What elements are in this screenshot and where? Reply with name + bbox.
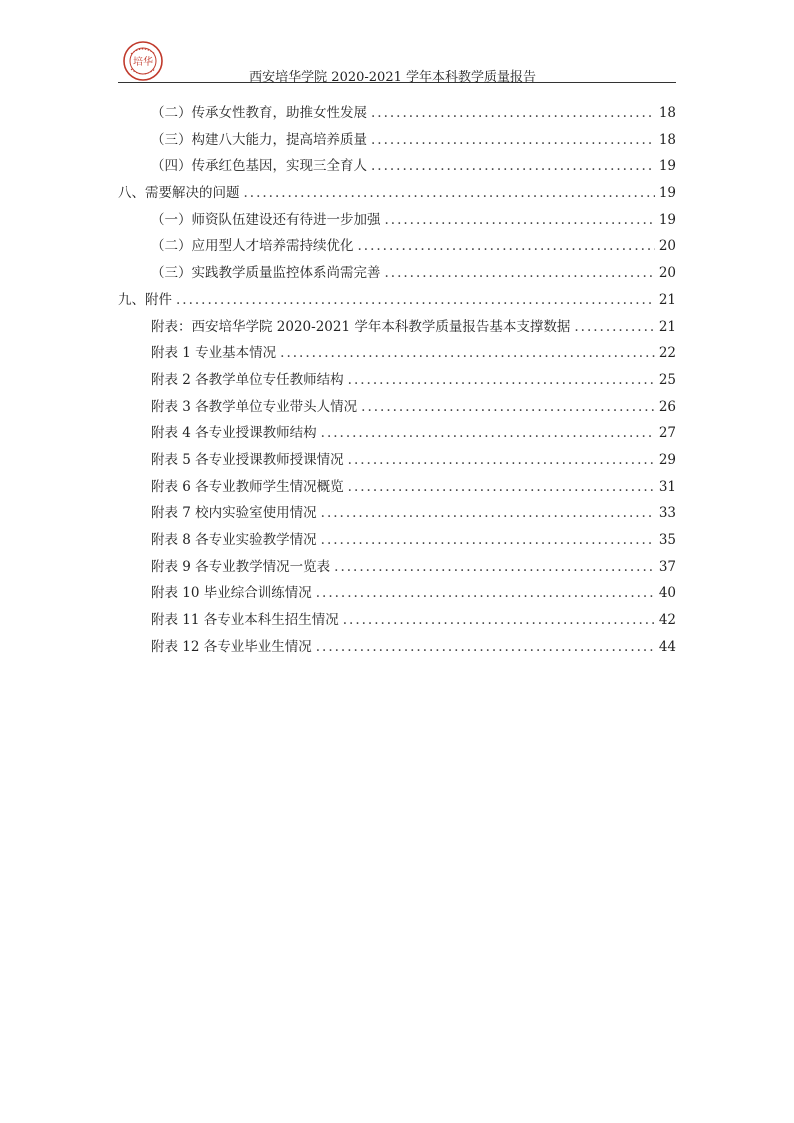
toc-entry[interactable] <box>118 340 676 367</box>
toc-entry[interactable] <box>118 367 676 394</box>
toc-entry-page-number: 18 <box>658 131 676 148</box>
toc-entry-page-number: 35 <box>658 532 676 548</box>
toc-entry[interactable] <box>118 260 676 287</box>
toc-entry-page-number: 21 <box>658 318 676 335</box>
toc-entry-page-number: 19 <box>658 185 676 202</box>
toc-entry[interactable] <box>118 500 676 527</box>
toc-entry-page-number: 19 <box>658 211 676 228</box>
toc-entry-label: （三）实践教学质量监控体系尚需完善 <box>151 265 381 282</box>
toc-entry-label: 附表 12 各专业毕业生情况 <box>151 638 312 655</box>
toc-entry-label: 八、需要解决的问题 <box>118 185 240 202</box>
toc-leader-dots <box>321 527 655 554</box>
toc-entry[interactable] <box>118 420 676 447</box>
toc-leader-dots <box>574 314 654 341</box>
toc-entry-label: （二）传承女性教育，助推女性发展 <box>151 105 367 121</box>
toc-entry-label: 附表 3 各教学单位专业带头人情况 <box>151 398 358 415</box>
toc-entry-label: 附表：西安培华学院 2020-2021 学年本科教学质量报告基本支撑数据 <box>151 318 571 335</box>
toc-leader-dots <box>361 394 655 421</box>
toc-entry-label: 附表 6 各专业教师学生情况概览 <box>151 478 344 495</box>
toc-entry[interactable] <box>118 634 676 661</box>
toc-entry[interactable] <box>118 287 676 314</box>
logo-text: 培华 <box>133 57 153 68</box>
toc-leader-dots <box>371 153 655 180</box>
toc-entry[interactable] <box>118 607 676 634</box>
toc-entry-label: 附表 1 专业基本情况 <box>151 345 277 362</box>
toc-entry[interactable] <box>118 394 676 421</box>
toc-leader-dots <box>176 287 655 314</box>
toc-leader-dots <box>280 340 655 367</box>
toc-entry-label: 附表 11 各专业本科生招生情况 <box>151 612 339 629</box>
toc-leader-dots <box>343 607 655 634</box>
toc-leader-dots <box>321 500 655 527</box>
toc-entry-page-number: 18 <box>658 105 676 121</box>
toc-entry-label: 附表 4 各专业授课教师结构 <box>151 425 317 442</box>
toc-entry[interactable] <box>118 447 676 474</box>
header-divider <box>118 82 676 83</box>
toc-entry-page-number: 44 <box>658 638 676 655</box>
table-of-contents <box>118 100 676 660</box>
header-title: 西安培华学院 2020-2021 学年本科教学质量报告 <box>249 70 536 85</box>
toc-leader-dots <box>348 474 655 501</box>
toc-entry-label: 附表 7 校内实验室使用情况 <box>151 505 317 522</box>
toc-entry-page-number: 22 <box>658 345 676 362</box>
university-logo-icon <box>122 40 164 82</box>
toc-entry-page-number: 25 <box>658 371 676 388</box>
toc-entry-page-number: 33 <box>658 505 676 522</box>
toc-entry[interactable] <box>118 527 676 554</box>
page-header <box>118 40 676 84</box>
toc-entry[interactable] <box>118 554 676 581</box>
toc-entry-label: 九、附件 <box>118 291 172 308</box>
toc-leader-dots <box>385 207 655 234</box>
toc-entry[interactable] <box>118 153 676 180</box>
toc-entry[interactable] <box>118 314 676 341</box>
toc-leader-dots <box>321 420 655 447</box>
toc-entry-label: （一）师资队伍建设还有待进一步加强 <box>151 211 381 228</box>
toc-entry-page-number: 26 <box>658 398 676 415</box>
toc-entry-label: 附表 9 各专业教学情况一览表 <box>151 558 331 575</box>
toc-leader-dots <box>348 367 655 394</box>
toc-entry-label: （三）构建八大能力，提高培养质量 <box>151 131 367 148</box>
toc-entry[interactable] <box>118 580 676 607</box>
toc-entry-label: 附表 10 毕业综合训练情况 <box>151 585 312 602</box>
toc-entry-page-number: 20 <box>658 265 676 282</box>
toc-leader-dots <box>385 260 655 287</box>
toc-entry[interactable] <box>118 127 676 154</box>
toc-entry-label: 附表 8 各专业实验教学情况 <box>151 532 317 548</box>
toc-entry-page-number: 31 <box>658 478 676 495</box>
toc-leader-dots <box>334 554 655 581</box>
toc-entry-page-number: 37 <box>658 558 676 575</box>
toc-entry-page-number: 29 <box>658 451 676 468</box>
toc-entry[interactable] <box>118 474 676 501</box>
toc-entry[interactable] <box>118 207 676 234</box>
toc-entry[interactable] <box>118 233 676 260</box>
toc-entry-page-number: 27 <box>658 425 676 442</box>
toc-leader-dots <box>244 180 655 207</box>
toc-entry-label: 附表 5 各专业授课教师授课情况 <box>151 451 344 468</box>
toc-entry-label: （四）传承红色基因，实现三全育人 <box>151 158 367 175</box>
toc-entry-page-number: 19 <box>658 158 676 175</box>
toc-entry-page-number: 40 <box>658 585 676 602</box>
toc-leader-dots <box>348 447 655 474</box>
toc-leader-dots <box>371 127 655 154</box>
toc-entry-label: 附表 2 各教学单位专任教师结构 <box>151 371 344 388</box>
toc-entry[interactable] <box>118 180 676 207</box>
toc-entry-page-number: 42 <box>658 612 676 629</box>
toc-leader-dots <box>358 233 655 260</box>
toc-entry[interactable] <box>118 100 676 127</box>
toc-entry-page-number: 21 <box>658 291 676 308</box>
toc-leader-dots <box>316 634 655 661</box>
toc-entry-label: （二）应用型人才培养需持续优化 <box>151 238 354 255</box>
toc-leader-dots <box>316 580 655 607</box>
toc-entry-page-number: 20 <box>658 238 676 255</box>
toc-leader-dots <box>371 100 655 127</box>
